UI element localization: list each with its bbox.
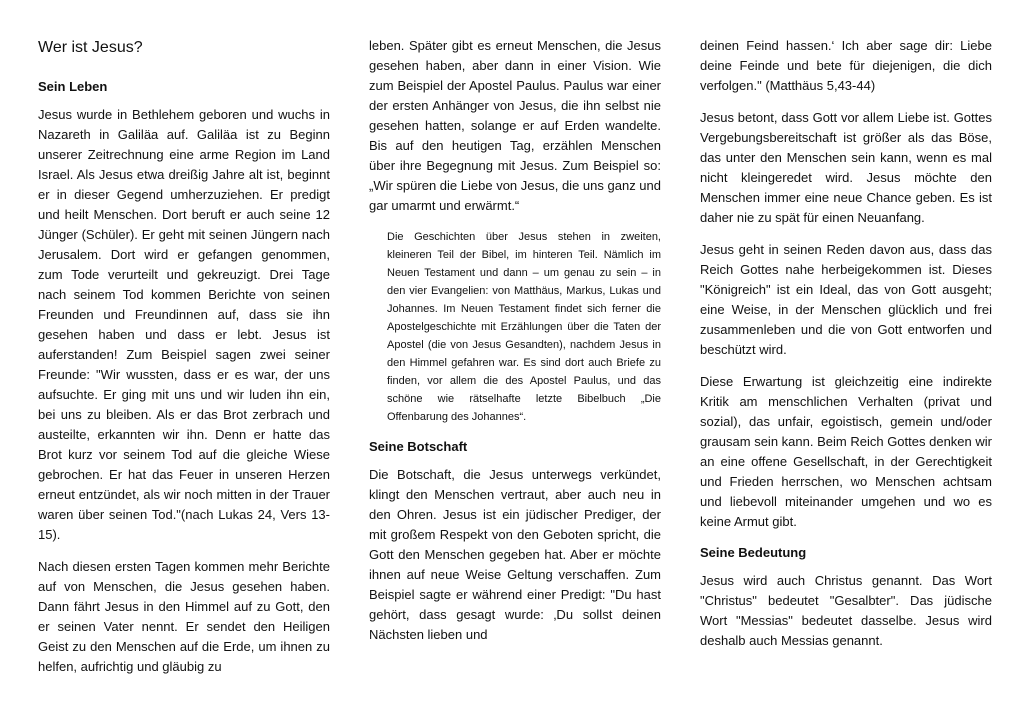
paragraph: Die Botschaft, die Jesus unterwegs verkündet, klingt den Menschen vertraut, aber auch neu in den Ohren. Jesus ist ein jüdischer Prediger, der mit großem Respekt von den Geboten spricht, die Gott den Menschen gegeben hat. Aber er möchte ihnen auf neue Weise Geltung verschaffen. Zum Beispiel sagte er während einer Predigt: "Du hast gehört, dass gesagt wurde: ‚Du sollst deinen Nächsten lieben und [369, 467, 661, 642]
paragraph: Jesus wurde in Bethlehem geboren und wuchs in Nazareth in Galiläa auf. Galiläa ist zu Beginn unserer Zeitrechnung eine arme Region im Land Israel. Als Jesus etwa dreißig Jahre alt ist, beginnt er in dieser Gegend umherzuziehen. Er predigt und heilt Menschen. Dort beruft er auch seine 12 Jünger (Schüler). Er geht mit seinen Jüngern nach Jerusalem. Dort wird er gefangen genommen, zum Tode verurteilt und gekreuzigt. Drei Tage nach seinem Tod kommen Berichte von seinen Freunden und Freundinnen auf, dass sie ihn gesehen haben und dass er lebt. Jesus ist auferstanden! Zum Beispiel sagen zwei seiner Freunde: "Wir wussten, dass er es war, der uns aufsuchte. Er ging mit uns und wir luden ihn ein, bei uns zu bleiben. Als er das Brot zerbrach und austeilte, erkannten wir ihn. Denn er hatte das Brot kurz vor seinem Tod auf die gleiche Wiese gebrochen. Er hat das Feuer in unseren Herzen erneut entzündet, als wir noch mitten in der Trauer waren über seinen Tod."(nach Lukas 24, Vers 13-15). [38, 107, 330, 542]
column-2 [369, 36, 661, 657]
section-heading-seine-botschaft: Seine Botschaft [369, 439, 468, 454]
paragraph: Jesus betont, dass Gott vor allem Liebe ist. Gottes Vergebungsbereitschaft ist größer als das Böse, das unter den Menschen sein kann, wenn es mal nicht kleingeredet wird. Jesus möchte den Menschen immer eine neue Chance geben. Es ist daher nie zu spät für einen Neuanfang. [700, 110, 992, 225]
paragraph: Diese Erwartung ist gleichzeitig eine indirekte Kritik am menschlichen Verhalten (privat und sozial), das unfair, egoistisch, gemein und/oder grausam sein kann. Beim Reich Gottes denken wir an eine offene Gesellschaft, in der Gerechtigkeit und Frieden herrschen, wo Menschen achtsam und liebevoll miteinander umgehen und wo es keine Armut gibt. [700, 374, 992, 529]
paragraph: deinen Feind hassen.‘ Ich aber sage dir: Liebe deine Feinde und bete für diejenigen, die dich verfolgen." (Matthäus 5,43-44) [700, 38, 992, 93]
section-heading-sein-leben: Sein Leben [38, 79, 108, 94]
column-3 [700, 36, 992, 663]
paragraph: Nach diesen ersten Tagen kommen mehr Berichte auf von Menschen, die Jesus gesehen haben. Dann fährt Jesus in den Himmel auf zu Gott, den er seinen Vater nennt. Er sendet den Heiligen Geist zu den Menschen auf die Erde, um ihnen zu helfen, aufrichtig und gläubig zu [38, 559, 330, 674]
document-title: Wer ist Jesus? [38, 39, 143, 56]
paragraph: Jesus geht in seinen Reden davon aus, dass das Reich Gottes nahe herbeigekommen ist. Dieses "Königreich" ist ein Ideal, das von Gott ausgeht; eine Weise, in der Menschen glücklich und frei zusammenleben und die von Gott entworfen und beschützt wird. [700, 242, 992, 357]
bible-note: Die Geschichten über Jesus stehen in zweiten, kleineren Teil der Bibel, im hinteren Teil. Nämlich im Neuen Testament und dann – um genau zu sein – in den vier Evangelien: von Matthäus, Markus, Lukas und Johannes. Im Neuen Testament findet sich ferner die Apostelgeschichte mit Erzählungen über die Taten der Apostel (die von Jesus Gesandten), nachdem Jesus in den Himmel gefahren war. Es sind dort auch Briefe zu finden, vor allem die des Apostel Paulus, und das schöne wie rätselhafte letzte Bibelbuch „Die Offenbarung des Johannes“. [387, 231, 661, 423]
column-1 [38, 36, 330, 689]
section-heading-seine-bedeutung: Seine Bedeutung [700, 545, 807, 560]
paragraph: Jesus wird auch Christus genannt. Das Wort "Christus" bedeutet "Gesalbter". Das jüdische Wort "Messias" bedeutet dasselbe. Jesus wird deshalb auch Messias genannt. [700, 573, 992, 648]
paragraph: leben. Später gibt es erneut Menschen, die Jesus gesehen haben, aber dann in einer Vision. Wie zum Beispiel der Apostel Paulus. Paulus war einer der ersten Anhänger von Jesus, die ihn selbst nie gesehen hatten, solange er auf Erden wandelte. Bis auf den heutigen Tag, erzählen Menschen über ihre Begegnung mit Jesus. Zum Beispiel so: „Wir spüren die Liebe von Jesus, die uns ganz und gar umarmt und erwärmt.“ [369, 38, 661, 213]
